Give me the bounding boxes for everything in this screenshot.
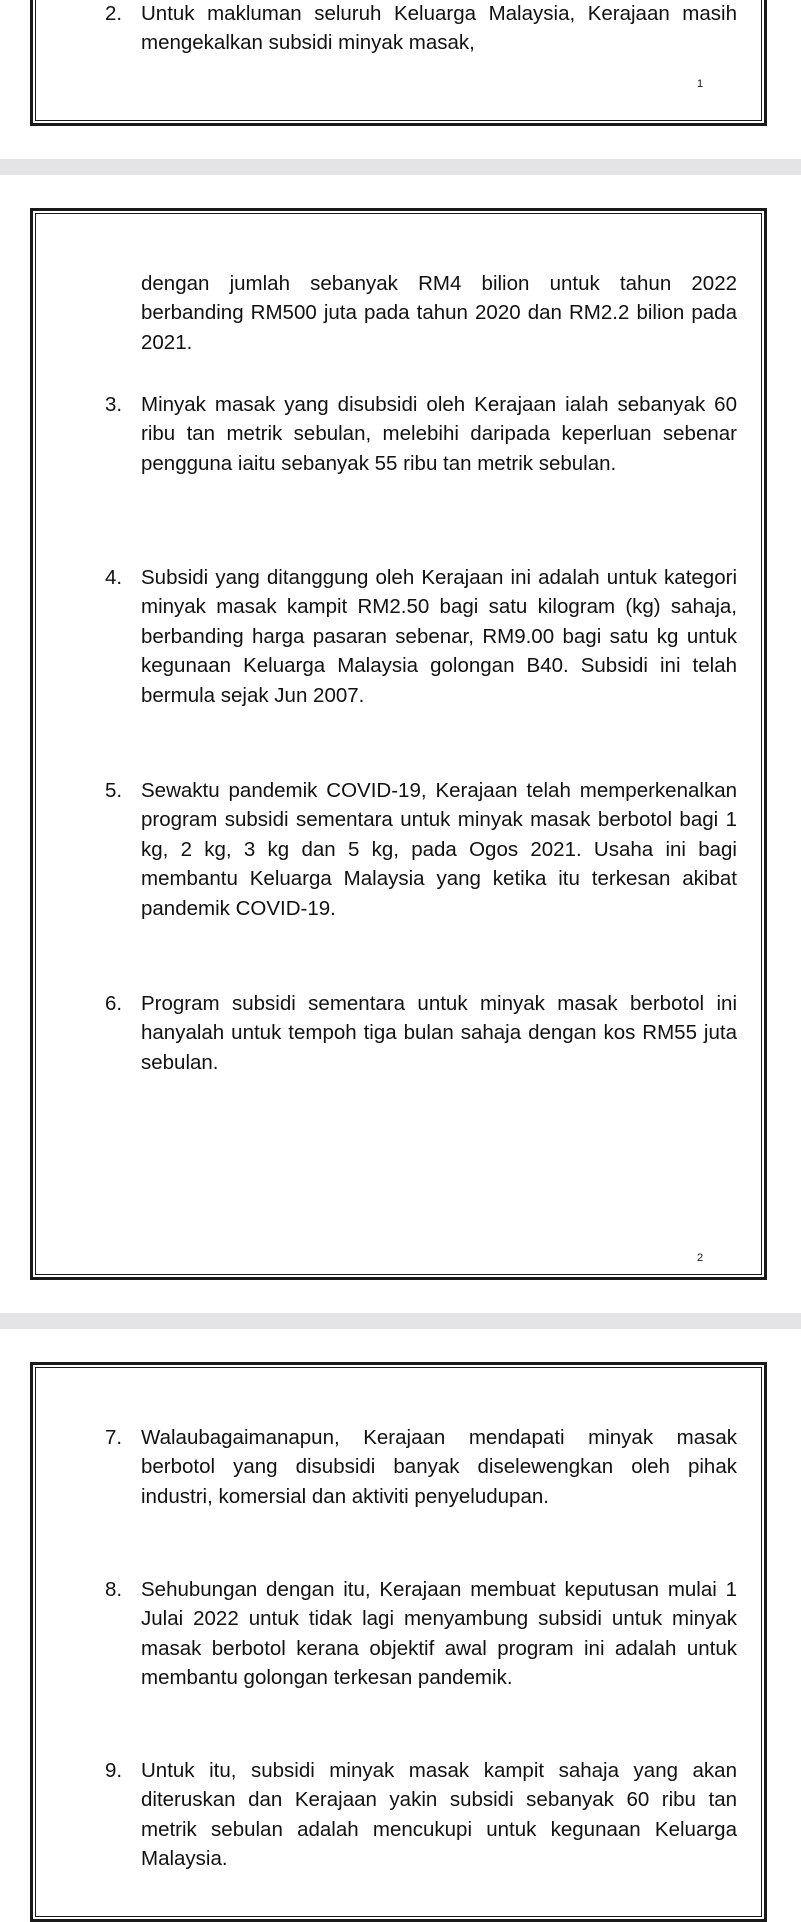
document-page-1 — [30, 0, 767, 126]
document-page-2 — [30, 208, 767, 1280]
paragraph-continuation — [141, 269, 737, 357]
paragraph-6 — [105, 989, 737, 1077]
document-page-3 — [30, 1362, 767, 1922]
paragraph-number: 9. — [105, 1759, 123, 1782]
paragraph-text: Untuk makluman seluruh Keluarga Malaysia, Kerajaan masih mengekalkan subsidi minyak masak, — [141, 2, 737, 55]
paragraph-2 — [105, 0, 737, 58]
paragraph-number: 3. — [105, 393, 123, 416]
page-number: 2 — [697, 1252, 704, 1264]
paragraph-text: Minyak masak yang disubsidi oleh Kerajaan ialah sebanyak 60 ribu tan metrik sebulan, melebihi daripada keperluan sebenar pengguna iaitu sebanyak 55 ribu tan metrik sebulan. — [141, 393, 737, 475]
paragraph-8 — [105, 1575, 737, 1693]
paragraph-9 — [105, 1756, 737, 1874]
page-number: 1 — [697, 78, 704, 90]
paragraph-4 — [105, 563, 737, 710]
page-gap — [0, 1313, 801, 1329]
page-border-inner — [35, 213, 762, 1275]
paragraph-text: Walaubagaimanapun, Kerajaan mendapati minyak masak berbotol yang disubsidi banyak diselewengkan oleh pihak industri, komersial dan aktiviti penyeludupan. — [141, 1426, 737, 1508]
paragraph-number: 2. — [105, 2, 123, 25]
paragraph-text: Sewaktu pandemik COVID-19, Kerajaan telah memperkenalkan program subsidi sementara untuk minyak masak berbotol bagi 1 kg, 2 kg, 3 kg dan 5 kg, pada Ogos 2021. Usaha ini bagi membantu Keluarga Malaysia yang ketika itu terkesan akibat pandemik COVID-19. — [141, 779, 737, 920]
paragraph-number: 7. — [105, 1426, 123, 1449]
paragraph-text: Program subsidi sementara untuk minyak masak berbotol ini hanyalah untuk tempoh tiga bulan sahaja dengan kos RM55 juta sebulan. — [141, 992, 737, 1074]
paragraph-number: 6. — [105, 992, 123, 1015]
paragraph-number: 4. — [105, 566, 123, 589]
paragraph-text: dengan jumlah sebanyak RM4 bilion untuk tahun 2022 berbanding RM500 juta pada tahun 2020 dan RM2.2 bilion pada 2021. — [141, 272, 737, 354]
paragraph-5 — [105, 776, 737, 923]
paragraph-text: Sehubungan dengan itu, Kerajaan membuat keputusan mulai 1 Julai 2022 untuk tidak lagi menyambung subsidi untuk minyak masak berbotol kerana objektif awal program ini adalah untuk membantu golongan terkesan pandemik. — [141, 1578, 737, 1690]
page-gap — [0, 159, 801, 175]
paragraph-text: Subsidi yang ditanggung oleh Kerajaan ini adalah untuk kategori minyak masak kampit RM2.50 bagi satu kilogram (kg) sahaja, berbanding harga pasaran sebenar, RM9.00 bagi satu kg untuk kegunaan Keluarga Malaysia golongan B40. Subsidi ini telah bermula sejak Jun 2007. — [141, 566, 737, 707]
paragraph-number: 5. — [105, 779, 123, 802]
paragraph-number: 8. — [105, 1578, 123, 1601]
paragraph-3 — [105, 390, 737, 478]
paragraph-text: Untuk itu, subsidi minyak masak kampit sahaja yang akan diteruskan dan Kerajaan yakin subsidi sebanyak 60 ribu tan metrik sebulan adalah mencukupi untuk kegunaan Keluarga Malaysia. — [141, 1759, 737, 1871]
paragraph-7 — [105, 1423, 737, 1511]
